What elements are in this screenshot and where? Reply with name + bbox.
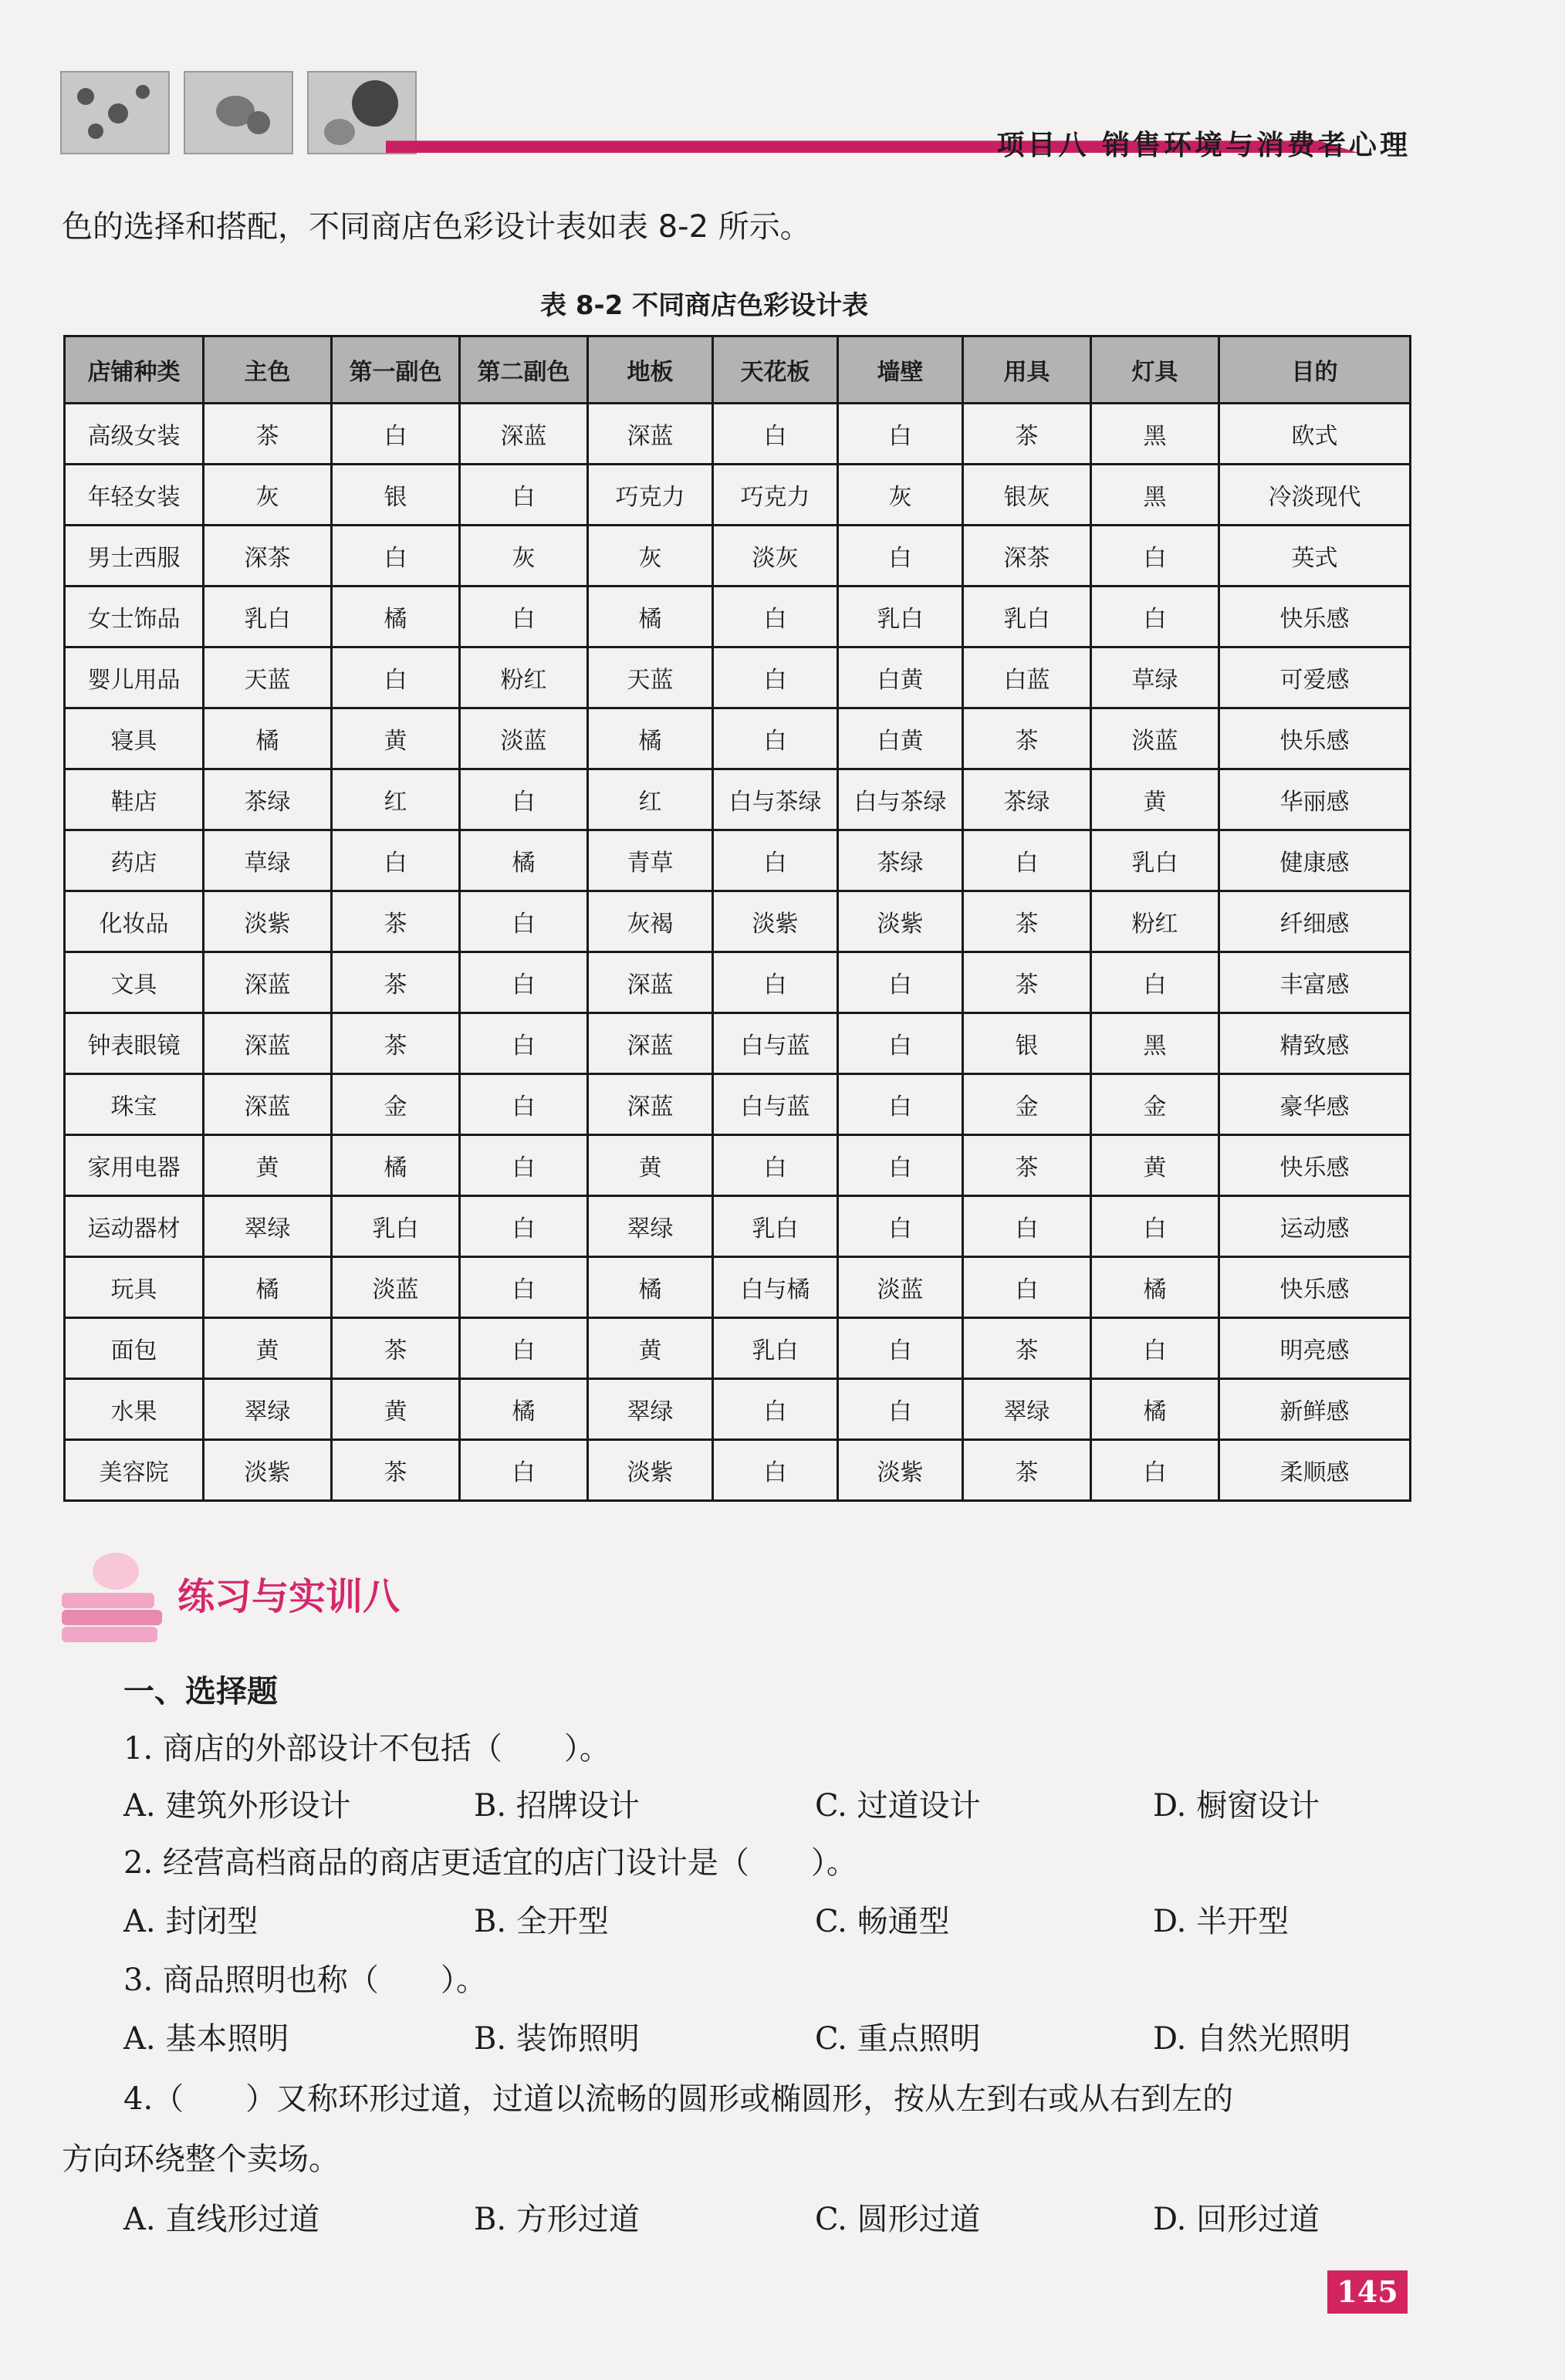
table-cell: 黄 xyxy=(332,708,460,769)
table-cell: 白 xyxy=(838,404,963,465)
table-cell: 白 xyxy=(460,769,588,830)
table-cell: 白 xyxy=(713,404,838,465)
table-cell: 可爱感 xyxy=(1219,647,1411,708)
table-cell: 红 xyxy=(588,769,713,830)
table-cell: 茶 xyxy=(963,404,1091,465)
option-a: A. 封闭型 xyxy=(123,1904,259,1939)
table-row xyxy=(65,891,1411,952)
table-cell: 茶 xyxy=(332,1318,460,1379)
table-row xyxy=(65,1318,1411,1379)
table-cell: 白 xyxy=(1091,952,1219,1013)
store-type-cell: 化妆品 xyxy=(65,891,204,952)
table-cell: 黄 xyxy=(588,1135,713,1196)
table-row xyxy=(65,1379,1411,1440)
table-cell: 白 xyxy=(963,830,1091,891)
table-cell: 巧克力 xyxy=(713,465,838,526)
table-cell: 白 xyxy=(713,587,838,647)
table-cell: 橘 xyxy=(204,1257,332,1318)
table-cell: 乳白 xyxy=(1091,830,1219,891)
table-cell: 淡紫 xyxy=(713,891,838,952)
table-cell: 白 xyxy=(713,1379,838,1440)
table-cell: 白 xyxy=(838,1318,963,1379)
column-header: 灯具 xyxy=(1091,336,1219,404)
table-cell: 白 xyxy=(332,404,460,465)
table-cell: 白与蓝 xyxy=(713,1074,838,1135)
option-a: A. 建筑外形设计 xyxy=(123,1788,351,1824)
table-cell: 白 xyxy=(963,1196,1091,1257)
table-cell: 黑 xyxy=(1091,465,1219,526)
table-cell: 乳白 xyxy=(713,1196,838,1257)
table-cell: 纤细感 xyxy=(1219,891,1411,952)
store-type-cell: 文具 xyxy=(65,952,204,1013)
table-row xyxy=(65,587,1411,647)
table-cell: 金 xyxy=(1091,1074,1219,1135)
table-cell: 茶绿 xyxy=(963,769,1091,830)
question-3: 3. 商品照明也称（ ）。 xyxy=(123,1962,487,1998)
page-header xyxy=(0,0,1565,177)
table-cell: 健康感 xyxy=(1219,830,1411,891)
table-cell: 茶绿 xyxy=(204,769,332,830)
table-row xyxy=(65,708,1411,769)
table-cell: 橘 xyxy=(332,587,460,647)
table-cell: 白 xyxy=(460,891,588,952)
table-cell: 深蓝 xyxy=(588,952,713,1013)
store-type-cell: 家用电器 xyxy=(65,1135,204,1196)
table-cell: 白 xyxy=(713,647,838,708)
table-cell: 茶 xyxy=(332,1440,460,1501)
table-cell: 豪华感 xyxy=(1219,1074,1411,1135)
table-cell: 白 xyxy=(1091,1318,1219,1379)
column-header: 墙壁 xyxy=(838,336,963,404)
table-cell: 白 xyxy=(713,1440,838,1501)
table-cell: 白 xyxy=(1091,587,1219,647)
chapter-title: 项目八 销售环境与消费者心理 xyxy=(996,130,1411,161)
table-cell: 茶 xyxy=(963,1318,1091,1379)
table-cell: 橘 xyxy=(1091,1379,1219,1440)
table-cell: 深蓝 xyxy=(588,1074,713,1135)
store-type-cell: 婴儿用品 xyxy=(65,647,204,708)
table-cell: 白 xyxy=(460,1196,588,1257)
table-cell: 白 xyxy=(838,952,963,1013)
table-cell: 茶 xyxy=(963,708,1091,769)
table-cell: 翠绿 xyxy=(588,1379,713,1440)
exercise-title: 练习与实训八 xyxy=(177,1575,401,1618)
table-cell: 快乐感 xyxy=(1219,1135,1411,1196)
table-cell: 淡蓝 xyxy=(838,1257,963,1318)
table-cell: 淡蓝 xyxy=(460,708,588,769)
store-type-cell: 珠宝 xyxy=(65,1074,204,1135)
table-cell: 白与茶绿 xyxy=(838,769,963,830)
table-cell: 深蓝 xyxy=(588,404,713,465)
question-1: 1. 商店的外部设计不包括（ ）。 xyxy=(123,1731,610,1766)
table-cell: 翠绿 xyxy=(204,1379,332,1440)
table-row xyxy=(65,769,1411,830)
table-cell: 深蓝 xyxy=(588,1013,713,1074)
table-row xyxy=(65,1440,1411,1501)
table-cell: 白 xyxy=(460,587,588,647)
table-cell: 欧式 xyxy=(1219,404,1411,465)
table-cell: 茶 xyxy=(963,1135,1091,1196)
table-cell: 淡蓝 xyxy=(1091,708,1219,769)
table-cell: 白 xyxy=(332,647,460,708)
table-cell: 深蓝 xyxy=(204,952,332,1013)
table-cell: 华丽感 xyxy=(1219,769,1411,830)
table-cell: 巧克力 xyxy=(588,465,713,526)
option-b: B. 全开型 xyxy=(474,1904,609,1939)
column-header: 目的 xyxy=(1219,336,1411,404)
table-cell: 冷淡现代 xyxy=(1219,465,1411,526)
store-color-table xyxy=(63,335,1411,1502)
option-c: C. 过道设计 xyxy=(815,1788,981,1824)
table-cell: 翠绿 xyxy=(204,1196,332,1257)
table-cell: 白 xyxy=(713,1135,838,1196)
table-cell: 橘 xyxy=(588,708,713,769)
table-cell: 白 xyxy=(460,1013,588,1074)
store-type-cell: 面包 xyxy=(65,1318,204,1379)
table-cell: 白 xyxy=(963,1257,1091,1318)
store-type-cell: 年轻女装 xyxy=(65,465,204,526)
column-header: 地板 xyxy=(588,336,713,404)
table-cell: 深蓝 xyxy=(460,404,588,465)
table-cell: 银 xyxy=(332,465,460,526)
table-cell: 茶 xyxy=(963,952,1091,1013)
table-cell: 乳白 xyxy=(838,587,963,647)
table-cell: 深蓝 xyxy=(204,1074,332,1135)
column-header: 第一副色 xyxy=(332,336,460,404)
table-cell: 淡灰 xyxy=(713,526,838,587)
table-cell: 黑 xyxy=(1091,1013,1219,1074)
table-cell: 茶 xyxy=(332,891,460,952)
table-cell: 灰 xyxy=(460,526,588,587)
table-cell: 白与橘 xyxy=(713,1257,838,1318)
option-c: C. 重点照明 xyxy=(815,2021,981,2057)
option-b: B. 方形过道 xyxy=(474,2202,640,2237)
table-cell: 精致感 xyxy=(1219,1013,1411,1074)
option-a: A. 基本照明 xyxy=(123,2021,289,2057)
table-cell: 白 xyxy=(1091,526,1219,587)
column-header: 第二副色 xyxy=(460,336,588,404)
table-cell: 灰 xyxy=(588,526,713,587)
table-cell: 茶 xyxy=(963,1440,1091,1501)
table-cell: 翠绿 xyxy=(963,1379,1091,1440)
table-cell: 天蓝 xyxy=(204,647,332,708)
table-cell: 草绿 xyxy=(204,830,332,891)
table-cell: 红 xyxy=(332,769,460,830)
table-cell: 银 xyxy=(963,1013,1091,1074)
store-type-cell: 高级女装 xyxy=(65,404,204,465)
table-cell: 白 xyxy=(713,708,838,769)
table-cell: 白 xyxy=(713,830,838,891)
table-cell: 深茶 xyxy=(204,526,332,587)
column-header: 天花板 xyxy=(713,336,838,404)
table-cell: 黄 xyxy=(204,1318,332,1379)
table-cell: 快乐感 xyxy=(1219,1257,1411,1318)
table-cell: 黄 xyxy=(1091,1135,1219,1196)
table-cell: 运动感 xyxy=(1219,1196,1411,1257)
table-cell: 快乐感 xyxy=(1219,708,1411,769)
table-cell: 黑 xyxy=(1091,404,1219,465)
option-a: A. 直线形过道 xyxy=(123,2202,320,2237)
table-row xyxy=(65,404,1411,465)
table-cell: 白 xyxy=(838,1135,963,1196)
question-2: 2. 经营高档商品的商店更适宜的店门设计是（ ）。 xyxy=(123,1845,857,1881)
store-type-cell: 寝具 xyxy=(65,708,204,769)
page-number: 145 xyxy=(1327,2270,1408,2314)
table-cell: 黄 xyxy=(204,1135,332,1196)
store-type-cell: 玩具 xyxy=(65,1257,204,1318)
table-cell: 粉红 xyxy=(1091,891,1219,952)
table-cell: 快乐感 xyxy=(1219,587,1411,647)
table-cell: 橘 xyxy=(588,587,713,647)
table-cell: 深茶 xyxy=(963,526,1091,587)
table-cell: 柔顺感 xyxy=(1219,1440,1411,1501)
table-cell: 灰褐 xyxy=(588,891,713,952)
store-type-cell: 女士饰品 xyxy=(65,587,204,647)
option-b: B. 招牌设计 xyxy=(474,1788,640,1824)
table-cell: 白与蓝 xyxy=(713,1013,838,1074)
table-cell: 橘 xyxy=(460,830,588,891)
table-cell: 白 xyxy=(838,1013,963,1074)
thumbnail-image xyxy=(60,71,170,154)
table-cell: 白 xyxy=(838,1196,963,1257)
column-header: 店铺种类 xyxy=(65,336,204,404)
table-cell: 白 xyxy=(332,526,460,587)
table-cell: 青草 xyxy=(588,830,713,891)
store-type-cell: 男士西服 xyxy=(65,526,204,587)
table-cell: 丰富感 xyxy=(1219,952,1411,1013)
table-cell: 茶 xyxy=(963,891,1091,952)
store-type-cell: 运动器材 xyxy=(65,1196,204,1257)
table-cell: 橘 xyxy=(204,708,332,769)
table-cell: 白 xyxy=(332,830,460,891)
intro-paragraph: 色的选择和搭配，不同商店色彩设计表如表 8-2 所示。 xyxy=(62,209,811,245)
table-cell: 白 xyxy=(460,1074,588,1135)
table-row xyxy=(65,1196,1411,1257)
table-cell: 淡紫 xyxy=(838,891,963,952)
table-cell: 白 xyxy=(460,1440,588,1501)
table-cell: 乳白 xyxy=(332,1196,460,1257)
store-type-cell: 美容院 xyxy=(65,1440,204,1501)
store-type-cell: 药店 xyxy=(65,830,204,891)
header-thumbnails xyxy=(60,71,417,154)
books-icon xyxy=(62,1553,177,1638)
table-cell: 草绿 xyxy=(1091,647,1219,708)
table-row xyxy=(65,526,1411,587)
multiple-choice-heading: 一、选择题 xyxy=(123,1674,278,1709)
table-cell: 茶 xyxy=(332,952,460,1013)
table-cell: 淡蓝 xyxy=(332,1257,460,1318)
table-cell: 白 xyxy=(460,1318,588,1379)
table-cell: 灰 xyxy=(204,465,332,526)
table-cell: 白 xyxy=(460,465,588,526)
table-row xyxy=(65,1074,1411,1135)
table-cell: 白蓝 xyxy=(963,647,1091,708)
table-cell: 新鲜感 xyxy=(1219,1379,1411,1440)
table-cell: 金 xyxy=(332,1074,460,1135)
table-cell: 橘 xyxy=(588,1257,713,1318)
table-cell: 明亮感 xyxy=(1219,1318,1411,1379)
table-cell: 白与茶绿 xyxy=(713,769,838,830)
option-c: C. 畅通型 xyxy=(815,1904,950,1939)
table-row xyxy=(65,647,1411,708)
table-cell: 橘 xyxy=(460,1379,588,1440)
table-cell: 白黄 xyxy=(838,708,963,769)
table-cell: 金 xyxy=(963,1074,1091,1135)
table-cell: 白 xyxy=(1091,1196,1219,1257)
table-cell: 橘 xyxy=(332,1135,460,1196)
table-cell: 粉红 xyxy=(460,647,588,708)
table-row xyxy=(65,1257,1411,1318)
store-type-cell: 钟表眼镜 xyxy=(65,1013,204,1074)
store-type-cell: 鞋店 xyxy=(65,769,204,830)
table-cell: 白 xyxy=(460,952,588,1013)
table-cell: 淡紫 xyxy=(588,1440,713,1501)
question-4-continued: 方向环绕整个卖场。 xyxy=(62,2142,340,2177)
table-cell: 白黄 xyxy=(838,647,963,708)
table-row xyxy=(65,465,1411,526)
table-row xyxy=(65,1135,1411,1196)
table-cell: 英式 xyxy=(1219,526,1411,587)
table-cell: 茶 xyxy=(204,404,332,465)
table-cell: 白 xyxy=(1091,1440,1219,1501)
table-cell: 天蓝 xyxy=(588,647,713,708)
table-cell: 淡紫 xyxy=(838,1440,963,1501)
table-cell: 乳白 xyxy=(204,587,332,647)
table-cell: 黄 xyxy=(588,1318,713,1379)
option-d: D. 半开型 xyxy=(1153,1904,1290,1939)
table-cell: 白 xyxy=(460,1257,588,1318)
option-d: D. 橱窗设计 xyxy=(1153,1788,1320,1824)
column-header: 主色 xyxy=(204,336,332,404)
table-cell: 茶 xyxy=(332,1013,460,1074)
table-cell: 乳白 xyxy=(963,587,1091,647)
table-row xyxy=(65,952,1411,1013)
store-type-cell: 水果 xyxy=(65,1379,204,1440)
table-row xyxy=(65,1013,1411,1074)
option-c: C. 圆形过道 xyxy=(815,2202,981,2237)
table-cell: 白 xyxy=(838,1379,963,1440)
table-cell: 黄 xyxy=(1091,769,1219,830)
table-cell: 乳白 xyxy=(713,1318,838,1379)
table-row xyxy=(65,830,1411,891)
column-header: 用具 xyxy=(963,336,1091,404)
table-cell: 翠绿 xyxy=(588,1196,713,1257)
table-cell: 茶绿 xyxy=(838,830,963,891)
table-cell: 银灰 xyxy=(963,465,1091,526)
option-b: B. 装饰照明 xyxy=(474,2021,640,2057)
option-d: D. 自然光照明 xyxy=(1153,2021,1351,2057)
table-cell: 淡紫 xyxy=(204,1440,332,1501)
option-d: D. 回形过道 xyxy=(1153,2202,1320,2237)
table-cell: 黄 xyxy=(332,1379,460,1440)
table-cell: 淡紫 xyxy=(204,891,332,952)
table-header-row xyxy=(65,336,1411,404)
table-caption: 表 8-2 不同商店色彩设计表 xyxy=(540,290,869,321)
table-cell: 灰 xyxy=(838,465,963,526)
table-cell: 白 xyxy=(838,526,963,587)
table-cell: 深蓝 xyxy=(204,1013,332,1074)
table-cell: 白 xyxy=(713,952,838,1013)
question-4: 4.（ ）又称环形过道，过道以流畅的圆形或椭圆形，按从左到右或从右到左的 xyxy=(123,2081,1234,2117)
thumbnail-image xyxy=(184,71,293,154)
table-cell: 白 xyxy=(838,1074,963,1135)
table-cell: 橘 xyxy=(1091,1257,1219,1318)
table-cell: 白 xyxy=(460,1135,588,1196)
